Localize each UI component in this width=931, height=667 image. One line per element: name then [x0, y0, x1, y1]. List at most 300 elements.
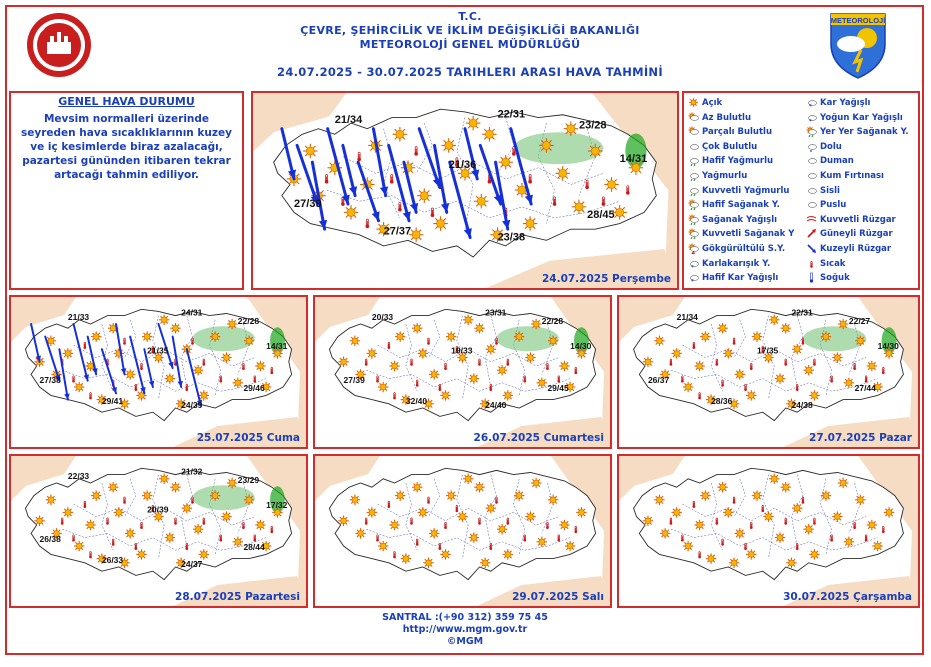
temperature-label: 29/46 [243, 383, 265, 394]
sun-icon [389, 361, 399, 371]
hot-thermometer-icon [191, 497, 194, 504]
sun-icon [463, 474, 473, 484]
hot-thermometer-icon [365, 518, 368, 525]
temperature-label: 24/37 [181, 559, 203, 569]
hot-thermometer-icon [882, 526, 885, 533]
hot-thermometer-icon [325, 175, 329, 184]
sun-icon [482, 127, 497, 142]
sun-icon [717, 482, 727, 492]
shower-area [192, 485, 254, 510]
sun-icon [344, 205, 359, 220]
header-directorate: METEOROLOJİ GENEL MÜDÜRLÜĞÜ [359, 38, 581, 51]
day-date-label: 28.07.2025 Pazartesi [175, 591, 300, 603]
hot-thermometer-icon [733, 338, 736, 345]
hot-thermometer-icon [489, 543, 492, 550]
sun-icon [170, 323, 180, 333]
temperature-label: 21/34 [676, 311, 698, 322]
legend-label: Karlakarışık Y. [702, 258, 771, 269]
sun-icon [441, 138, 456, 153]
hot-thermometer-icon [390, 175, 394, 184]
hot-thermometer-icon [761, 505, 764, 512]
sun-icon [350, 495, 360, 505]
legend-item [806, 214, 896, 225]
sun-icon [531, 478, 541, 488]
hot-thermometer-icon [721, 539, 724, 546]
legend-item [806, 126, 909, 137]
sun-icon [378, 541, 388, 551]
sun-icon [480, 558, 490, 568]
temperature-label: 21/34 [334, 114, 363, 127]
legend-item [688, 170, 747, 181]
hot-thermometer-icon [270, 367, 273, 374]
turkey-map [315, 456, 610, 606]
sun-icon [433, 216, 448, 231]
sun-icon [775, 373, 785, 383]
hot-thermometer-icon [242, 522, 245, 529]
sun-icon [136, 390, 146, 400]
turkey-map [253, 93, 677, 288]
sun-icon [548, 336, 558, 346]
sun-icon [564, 121, 579, 136]
sun-icon [671, 348, 681, 358]
hot-thermometer-icon [202, 359, 205, 366]
sun-icon [548, 495, 558, 505]
sun-icon [418, 507, 428, 517]
sun-icon [466, 116, 481, 130]
hot-thermometer-icon [721, 380, 724, 387]
sandstorm-icon [806, 170, 817, 181]
sun-icon [418, 348, 428, 358]
day-map-panel-7 [617, 454, 920, 608]
sun-icon [193, 524, 203, 534]
legend-item [688, 141, 757, 152]
partly-cloudy-icon [688, 126, 699, 137]
legend-label: Gökgürültülü S.Y. [702, 244, 786, 254]
legend-item [806, 170, 884, 181]
hot-thermometer-icon [376, 376, 379, 383]
temperature-label: 14/31 [266, 341, 288, 352]
temperature-label: 27/39 [343, 374, 365, 385]
legend-item [806, 243, 891, 254]
day-date-label: 30.07.2025 Çarşamba [783, 591, 912, 603]
temperature-label: 14/31 [619, 153, 648, 166]
legend-label: Kuvvetli Sağanak Y [702, 229, 795, 240]
day-map-panel-5 [9, 454, 308, 608]
sun-icon [717, 323, 727, 333]
sun-icon [781, 482, 791, 492]
sun-icon [440, 549, 450, 559]
svg-text:*: * [691, 279, 694, 284]
sun-icon [412, 323, 422, 333]
temperature-label: 19/33 [451, 345, 473, 356]
day-map-panel-6 [313, 454, 612, 608]
legend-item [806, 185, 840, 196]
turkey-map [619, 297, 918, 447]
legend-item [688, 185, 789, 196]
light-rain-icon [688, 155, 699, 166]
hot-thermometer-icon [744, 543, 747, 550]
sun-icon [221, 511, 231, 521]
sun-icon [867, 361, 877, 371]
sun-icon [752, 490, 762, 500]
sun-icon [412, 482, 422, 492]
sun-icon [497, 365, 507, 375]
sun-icon [525, 352, 535, 362]
day-map-panel-3 [313, 295, 612, 449]
hot-thermometer-icon [478, 518, 481, 525]
sun-icon [474, 194, 489, 209]
temperature-label: 23/38 [497, 231, 526, 244]
temperature-label: 22/28 [237, 316, 260, 326]
hot-thermometer-icon [414, 147, 418, 156]
hot-thermometer-icon [681, 376, 684, 383]
legend-label: Sıcak [820, 258, 846, 269]
light-snow-icon [688, 272, 699, 283]
svg-text:*: * [809, 118, 812, 123]
hot-thermometer-icon [89, 552, 92, 559]
hot-thermometer-icon [784, 518, 787, 525]
temperature-label: 27/39 [294, 197, 322, 210]
hot-thermometer-icon [796, 384, 799, 391]
haze-icon [806, 199, 817, 210]
hot-thermometer-icon [140, 522, 143, 529]
hot-thermometer-icon [84, 501, 87, 508]
temperature-label: 28/44 [243, 542, 265, 553]
shower-area [192, 326, 254, 351]
sun-icon [792, 503, 802, 513]
temperature-label: 21/36 [448, 158, 477, 171]
footer-phone: SANTRAL :(+90 312) 359 75 45 [382, 612, 548, 623]
sun-icon [855, 336, 865, 346]
temperature-label: 23/29 [237, 475, 260, 485]
legend-item [688, 258, 770, 269]
hot-thermometer-icon [185, 543, 188, 550]
temperature-label: 27/37 [383, 225, 412, 238]
svg-text:*: * [691, 264, 694, 269]
legend-label: Yoğun Kar Yağışlı [820, 112, 903, 123]
legend-label: Sisli [820, 185, 840, 196]
hot-thermometer-icon [438, 543, 441, 550]
sun-icon [706, 553, 716, 563]
hot-thermometer-icon [89, 393, 92, 400]
sun-icon [429, 369, 439, 379]
legend-item [806, 155, 854, 166]
hot-thermometer-icon [602, 197, 606, 206]
hot-thermometer-icon [61, 518, 64, 525]
sun-icon [694, 520, 704, 530]
sun-icon [255, 361, 265, 371]
temperature-label: 23/31 [485, 307, 507, 318]
hot-thermometer-icon [489, 384, 492, 391]
hot-thermometer-icon [253, 376, 256, 383]
temperature-label: 28/36 [711, 395, 733, 406]
hot-thermometer-icon [427, 497, 430, 504]
legend-item [806, 141, 842, 152]
hot-thermometer-icon [830, 535, 833, 542]
heavy-rain-icon [688, 185, 699, 196]
hot-thermometer-icon [715, 359, 718, 366]
sun-icon [74, 541, 84, 551]
sun-icon [752, 331, 762, 341]
sun-icon [498, 155, 513, 170]
sun-icon [429, 528, 439, 538]
hot-thermometer-icon [693, 501, 696, 508]
sun-icon [775, 532, 785, 542]
sun-icon [210, 331, 220, 341]
sun-icon [821, 331, 831, 341]
hot-thermometer-icon [750, 522, 753, 529]
sun-icon [525, 511, 535, 521]
sun-icon [537, 537, 547, 547]
hot-thermometer-icon [438, 384, 441, 391]
sun-icon [46, 495, 56, 505]
north-wind-icon [806, 243, 817, 254]
temperature-label: 24/38 [791, 400, 813, 410]
hot-icon [806, 258, 817, 269]
legend-item [806, 199, 846, 210]
sun-icon [393, 127, 408, 142]
sun-icon [338, 516, 348, 526]
temperature-label: 26/38 [39, 533, 61, 544]
hot-thermometer-icon [388, 501, 391, 508]
sun-icon [565, 541, 575, 551]
legend-item [688, 126, 772, 137]
hot-thermometer-icon [134, 543, 137, 550]
temperature-label: 14/30 [570, 341, 592, 352]
legend-item [806, 272, 850, 283]
sun-icon [769, 474, 779, 484]
shower-icon [688, 214, 699, 225]
temperature-label: 22/31 [791, 307, 813, 318]
hot-thermometer-icon [698, 552, 701, 559]
sun-icon [486, 344, 496, 354]
footer-url[interactable]: http://www.mgm.gov.tr [402, 624, 528, 635]
legend-item [688, 272, 778, 283]
fog-icon [806, 185, 817, 196]
sun-icon [440, 390, 450, 400]
sun-icon [689, 98, 698, 107]
sun-icon [469, 373, 479, 383]
sun-icon [91, 331, 101, 341]
hot-thermometer-icon [431, 208, 435, 217]
hot-thermometer-icon [853, 363, 856, 370]
hot-thermometer-icon [802, 497, 805, 504]
hot-thermometer-icon [495, 338, 498, 345]
day-map-panel-2 [9, 295, 308, 449]
hot-thermometer-icon [796, 543, 799, 550]
sun-icon [389, 520, 399, 530]
sun-icon [114, 507, 124, 517]
hot-thermometer-icon [174, 518, 177, 525]
hot-thermometer-icon [813, 359, 816, 366]
legend-label: Kuvvetli Rüzgar [820, 214, 896, 225]
hot-thermometer-icon [865, 535, 868, 542]
legend-item [806, 97, 870, 108]
hot-thermometer-icon [253, 535, 256, 542]
day-map-panel-1 [251, 91, 679, 290]
hot-thermometer-icon [393, 393, 396, 400]
sun-icon [769, 315, 779, 325]
hot-thermometer-icon [410, 518, 413, 525]
sun-icon [654, 495, 664, 505]
legend-item [688, 243, 785, 254]
smoke-icon [806, 155, 817, 166]
sun-icon [227, 478, 237, 488]
legend-label: Yağmurlu [702, 171, 748, 181]
sun-icon [700, 331, 710, 341]
sun-icon [446, 490, 456, 500]
heavy-snow-icon [806, 112, 817, 123]
general-weather-summary [9, 91, 244, 290]
scattered-shower-icon [806, 126, 817, 137]
legend-label: Yer Yer Sağanak Y. [820, 127, 909, 138]
sun-icon [165, 532, 175, 542]
sun-icon [159, 315, 169, 325]
legend-label: Hafif Kar Yağışlı [702, 273, 779, 284]
day-date-label: 29.07.2025 Salı [512, 591, 604, 603]
temperature-label: 27/44 [854, 383, 876, 394]
shower-area [496, 326, 558, 351]
legend-label: Puslu [820, 200, 847, 211]
legend-label: Kuvvetli Yağmurlu [702, 185, 790, 196]
sun-icon [182, 503, 192, 513]
sun-icon [244, 495, 254, 505]
hot-thermometer-icon [585, 180, 589, 189]
sun-icon [643, 357, 653, 367]
hot-thermometer-icon [557, 535, 560, 542]
legend-label: Açık [702, 98, 723, 108]
sun-icon [746, 390, 756, 400]
day-date-label: 27.07.2025 Pazar [809, 432, 912, 444]
sun-icon [165, 373, 175, 383]
sun-icon [63, 348, 73, 358]
temperature-label: 29/45 [547, 383, 569, 394]
sun-icon [34, 516, 44, 526]
hot-thermometer-icon [574, 526, 577, 533]
temperature-label: 17/35 [757, 345, 779, 356]
sun-icon [537, 378, 547, 388]
sun-icon [395, 490, 405, 500]
hot-thermometer-icon [478, 359, 481, 366]
legend-item [688, 228, 794, 239]
sun-icon [792, 344, 802, 354]
hot-thermometer-icon [185, 384, 188, 391]
sun-icon [210, 490, 220, 500]
sun-icon [193, 365, 203, 375]
temperature-label: 24/31 [181, 307, 203, 318]
legend-label: Parçalı Bulutlu [702, 127, 773, 138]
sun-icon [474, 323, 484, 333]
hot-thermometer-icon [242, 363, 245, 370]
legend [682, 91, 920, 290]
sun-icon [821, 490, 831, 500]
hot-thermometer-icon [427, 338, 430, 345]
temperature-label: 24/39 [181, 400, 203, 410]
sun-icon [350, 336, 360, 346]
legend-item [688, 97, 722, 108]
legend-label: Duman [820, 156, 854, 167]
sun-icon [523, 216, 538, 231]
hot-thermometer-icon [444, 363, 447, 370]
sun-cloud-icon [688, 112, 699, 123]
legend-label: Sağanak Yağışlı [702, 214, 778, 225]
sun-icon [654, 336, 664, 346]
hot-thermometer-icon [698, 393, 701, 400]
legend-item [688, 155, 773, 166]
sun-icon [700, 490, 710, 500]
sun-icon [401, 553, 411, 563]
sun-icon [227, 319, 237, 329]
legend-item [688, 112, 751, 123]
temperature-label: 22/33 [67, 470, 90, 481]
hot-thermometer-icon [523, 535, 526, 542]
sun-icon [531, 319, 541, 329]
temperature-label: 17/32 [266, 500, 288, 511]
svg-text:*: * [809, 104, 812, 108]
sun-icon [576, 507, 586, 517]
hot-thermometer-icon [506, 518, 509, 525]
sun-icon [671, 507, 681, 517]
hot-thermometer-icon [106, 518, 109, 525]
light-shower-icon [688, 199, 699, 210]
sun-icon [786, 558, 796, 568]
hot-thermometer-icon [557, 376, 560, 383]
temperature-label: 26/37 [647, 374, 670, 385]
hot-thermometer-icon [416, 539, 419, 546]
sun-icon [395, 331, 405, 341]
temperature-label: 20/39 [147, 504, 169, 515]
hot-thermometer-icon [455, 505, 458, 512]
temperature-label: 23/28 [578, 119, 607, 132]
legend-label: Güneyli Rüzgar [820, 229, 893, 240]
sun-icon [729, 558, 739, 568]
hot-thermometer-icon [376, 535, 379, 542]
hot-thermometer-icon [546, 522, 549, 529]
sun-icon [803, 524, 813, 534]
sun-icon [539, 138, 554, 153]
temperature-label: 22/31 [497, 108, 526, 121]
sun-icon [838, 319, 848, 329]
hot-thermometer-icon [830, 376, 833, 383]
hot-thermometer-icon [398, 202, 402, 211]
hot-thermometer-icon [202, 518, 205, 525]
sun-icon [446, 331, 456, 341]
hot-thermometer-icon [123, 338, 126, 345]
hot-thermometer-icon [810, 261, 813, 267]
sun-icon [555, 166, 570, 181]
sun-icon [809, 549, 819, 559]
sun-icon [855, 495, 865, 505]
sun-icon [746, 549, 756, 559]
legend-item [688, 214, 777, 225]
hot-thermometer-icon [219, 535, 222, 542]
sun-icon [735, 528, 745, 538]
meteoroloji-logo [827, 10, 889, 80]
hot-thermometer-icon [681, 535, 684, 542]
sun-icon [221, 352, 231, 362]
hot-thermometer-icon [784, 359, 787, 366]
thunderstorm-icon [688, 243, 699, 254]
sun-icon [85, 520, 95, 530]
legend-label: Soğuk [820, 273, 850, 284]
snow-icon [806, 97, 817, 108]
sun-icon [763, 511, 773, 521]
sun-icon [159, 474, 169, 484]
hail-icon [806, 141, 817, 152]
sun-icon [694, 361, 704, 371]
sun-icon [63, 507, 73, 517]
sun-icon [559, 361, 569, 371]
